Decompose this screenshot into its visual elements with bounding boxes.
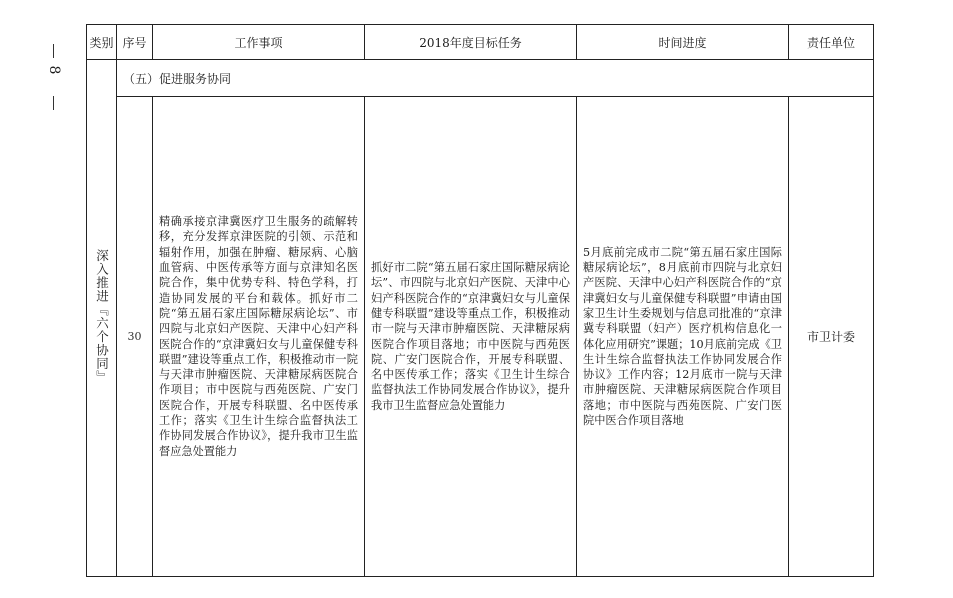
header-row (87, 25, 874, 60)
header-target: 2018年度目标任务 (365, 25, 577, 60)
table-row (87, 97, 874, 577)
header-category: 类别 (87, 25, 117, 60)
category-text: 深入推进『六个协同』 (94, 248, 110, 384)
page-number-dash-bottom (53, 96, 54, 110)
category-cell (87, 60, 117, 577)
header-unit: 责任单位 (789, 25, 874, 60)
page-number-dash-top (53, 44, 54, 58)
page-number-marker (44, 44, 64, 124)
section-row (87, 60, 874, 97)
row-progress: 5月底前完成市二院“第五届石家庄国际糖尿病论坛”，8月底前市四院与北京妇产医院、天津中心妇产科医院合作的“京津冀妇女与儿童保健专科联盟”申请由国家卫生计生委规划与信息司批准的“京津冀专科联盟（妇产）医疗机构信息化一体化应用研究”课题；10月底前完成《卫生计生综合监督执法工作协同发展合作协议》工作内容；12月底市一院与天津市肿瘤医院、天津糖尿病医院合作项目落地；市中医院与西苑医院、广安门医院中医合作项目落地 (577, 97, 789, 577)
header-work: 工作事项 (153, 25, 365, 60)
page-number: 8 (46, 65, 62, 75)
row-work: 精确承接京津冀医疗卫生服务的疏解转移，充分发挥京津医院的引领、示范和辐射作用，加强在肿瘤、糖尿病、心脑血管病、中医传承等方面与京津知名医院合作，集中优势专科、特色学科，打造协同发展的平台和载体。抓好市二院“第五届石家庄国际糖尿病论坛”、市四院与北京妇产医院、天津中心妇产科医院合作的“京津冀妇女与儿童保健专科联盟”建设等重点工作，积极推动市一院与天津市肿瘤医院、天津糖尿病医院合作项目；市中医院与西苑医院、广安门医院合作，开展专科联盟、名中医传承工作；落实《卫生计生综合监督执法工作协同发展合作协议》，提升我市卫生监督应急处置能力 (153, 97, 365, 577)
work-plan-table (86, 24, 874, 577)
row-target: 抓好市二院“第五届石家庄国际糖尿病论坛”、市四院与北京妇产医院、天津中心妇产科医院合作的“京津冀妇女与儿童保健专科联盟”建设等重点工作，积极推动市一院与天津市肿瘤医院、天津糖尿病医院合作项目落地；市中医院与西苑医院、广安门医院合作，开展专科联盟、名中医传承工作；落实《卫生计生综合监督执法工作协同发展合作协议》，提升我市卫生监督应急处置能力 (365, 97, 577, 577)
row-unit: 市卫计委 (789, 97, 874, 577)
section-title: （五）促进服务协同 (117, 60, 874, 97)
header-seq: 序号 (117, 25, 153, 60)
row-seq: 30 (117, 97, 153, 577)
header-progress: 时间进度 (577, 25, 789, 60)
